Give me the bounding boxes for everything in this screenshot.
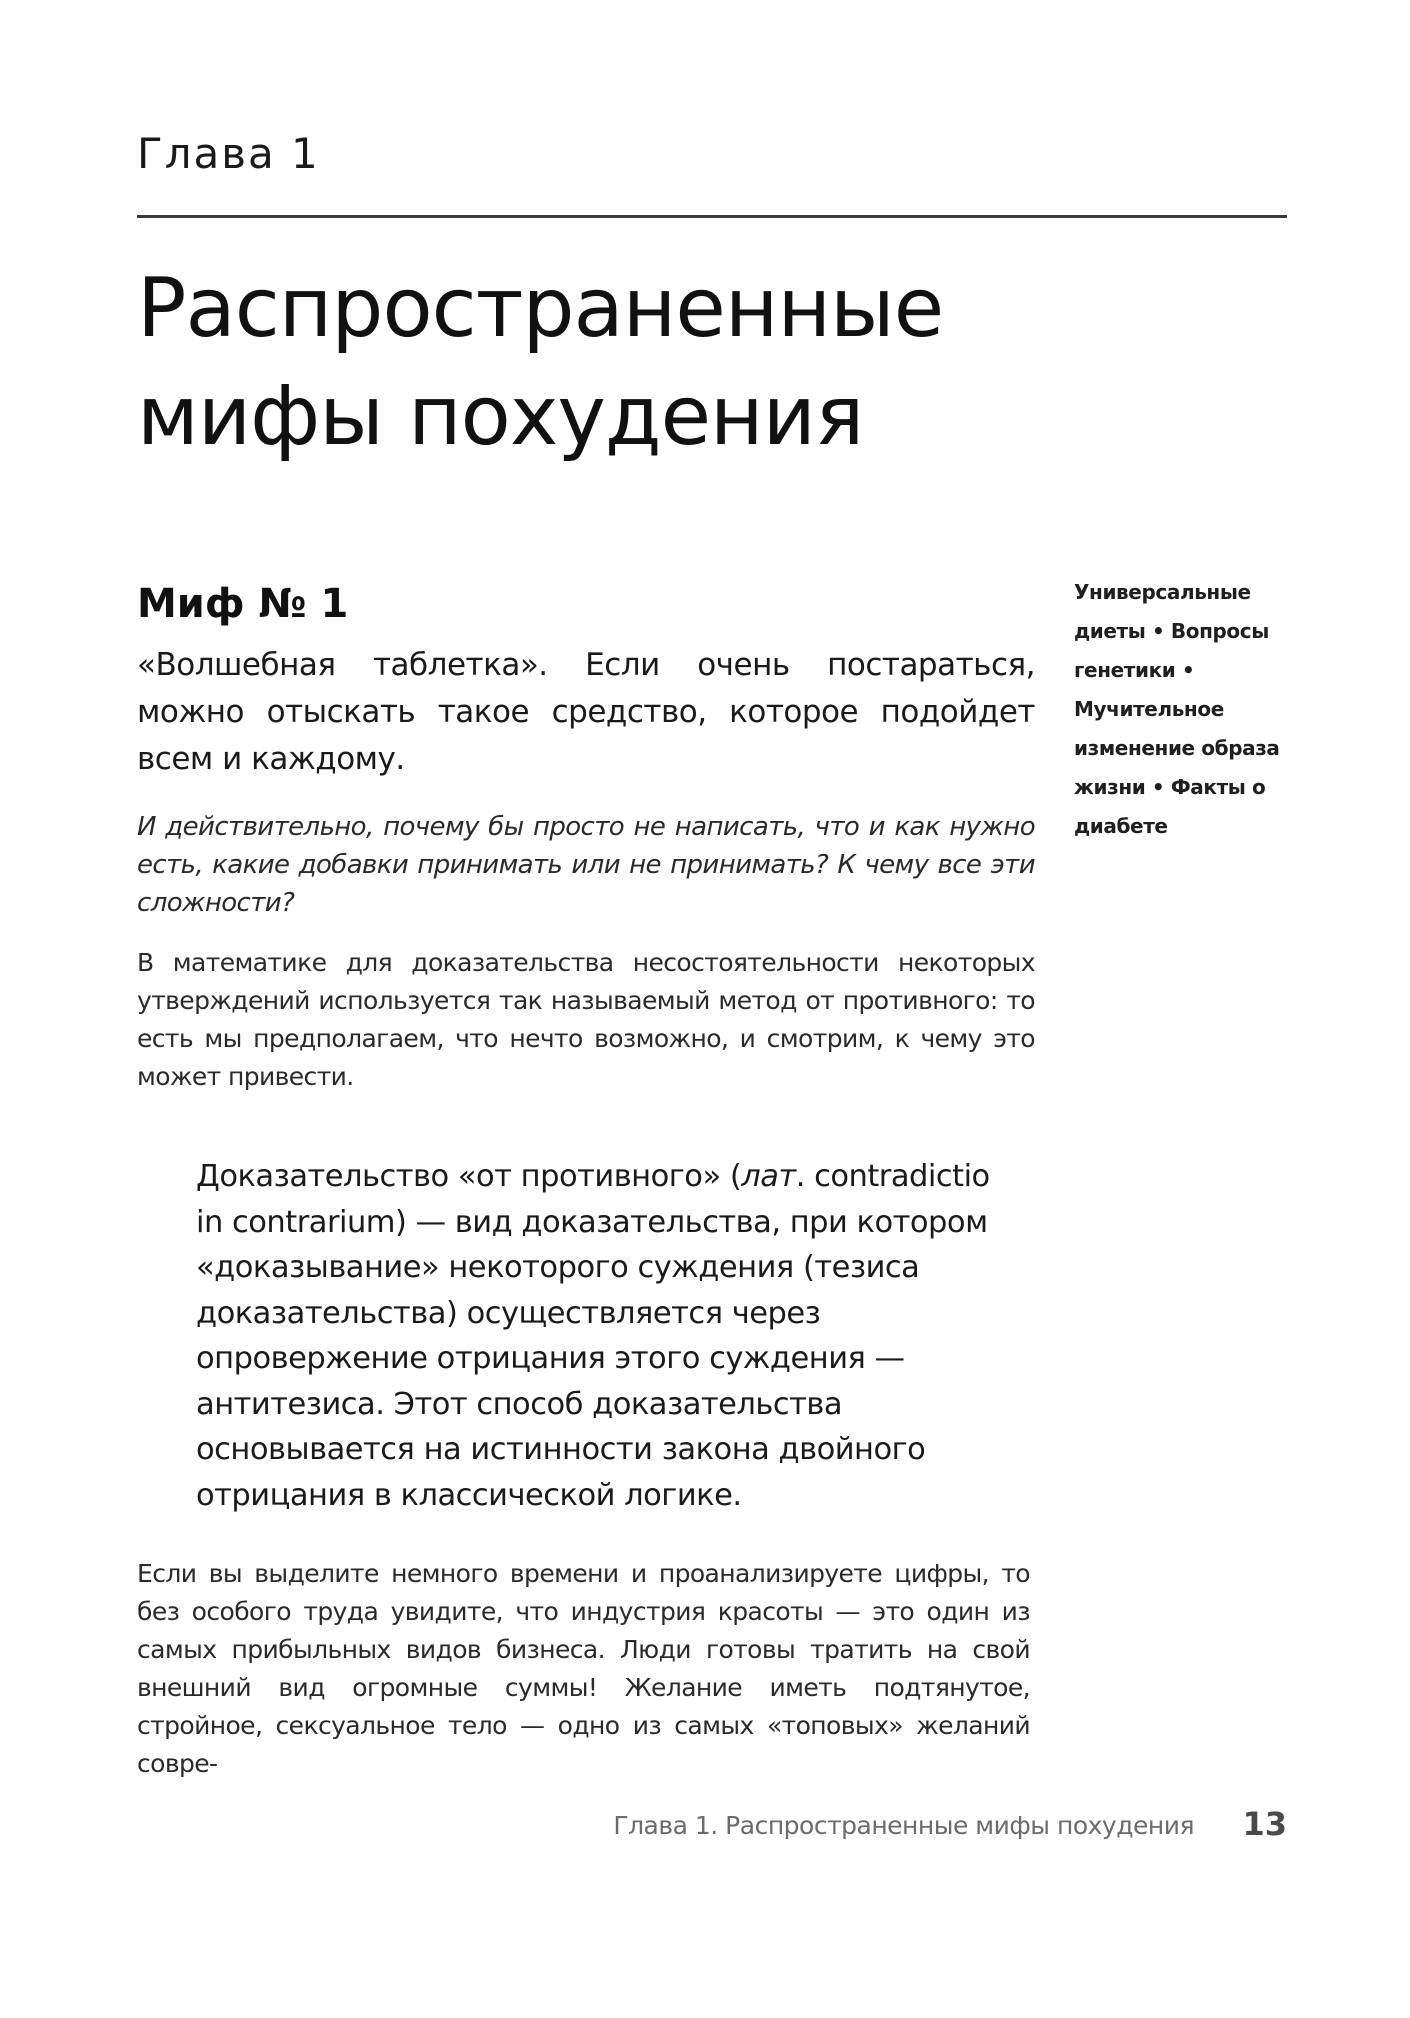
quote-latin-abbr: лат bbox=[741, 1159, 796, 1194]
quote-text-rest: . contradictio in contrarium) — вид доказательства, при котором «доказывание» некоторого суждения (тезиса доказательства) осуществляется через опровержение отрицания этого суждения — антитезиса. Этот способ доказательства основывается на истинности закона двойного отрицания в классической логике. bbox=[196, 1159, 990, 1513]
quote-text-start: Доказательство «от противного» ( bbox=[196, 1159, 742, 1194]
chapter-title-line-2: мифы похудения bbox=[137, 369, 864, 464]
definition-quote bbox=[196, 1154, 996, 1518]
page-number: 13 bbox=[1242, 1805, 1287, 1843]
myth-heading: Миф № 1 bbox=[137, 581, 349, 627]
body-paragraph-1: В математике для доказательства несостоятельности некоторых утверждений используется так называемый метод от противного: то есть мы предполагаем, что нечто возможно, и смотрим, к чему это может привести. bbox=[137, 948, 1035, 1091]
body-paragraph-2: Если вы выделите немного времени и проанализируете цифры, то без особого труда увидите, что индустрия красоты — это один из самых прибыльных видов бизнеса. Люди готовы тратить на свой внешний вид огромные суммы! Желание иметь подтянутое, стройное, сексуальное тело — одно из самых «топовых» желаний совре- bbox=[137, 1559, 1030, 1778]
italic-paragraph: И действительно, почему бы просто не написать, что и как нужно есть, какие добавки принимать или не принимать? К чему все эти сложности? bbox=[137, 812, 1035, 918]
chapter-label: Глава 1 bbox=[137, 129, 320, 178]
main-column bbox=[137, 578, 1035, 1096]
chapter-title-line-1: Распространенные bbox=[137, 261, 944, 356]
chapter-title bbox=[137, 255, 1287, 471]
chapter-divider bbox=[137, 215, 1287, 218]
sidebar-topics: Универсальные диеты • Вопросы генетики • Мучительное изменение образа жизни • Факты о диабете bbox=[1074, 580, 1280, 838]
running-footer-title: Глава 1. Распространенные мифы похудения bbox=[613, 1811, 1194, 1840]
lead-paragraph: «Волшебная таблетка». Если очень постараться, можно отыскать такое средство, которое подойдет всем и каждому. bbox=[137, 647, 1035, 777]
